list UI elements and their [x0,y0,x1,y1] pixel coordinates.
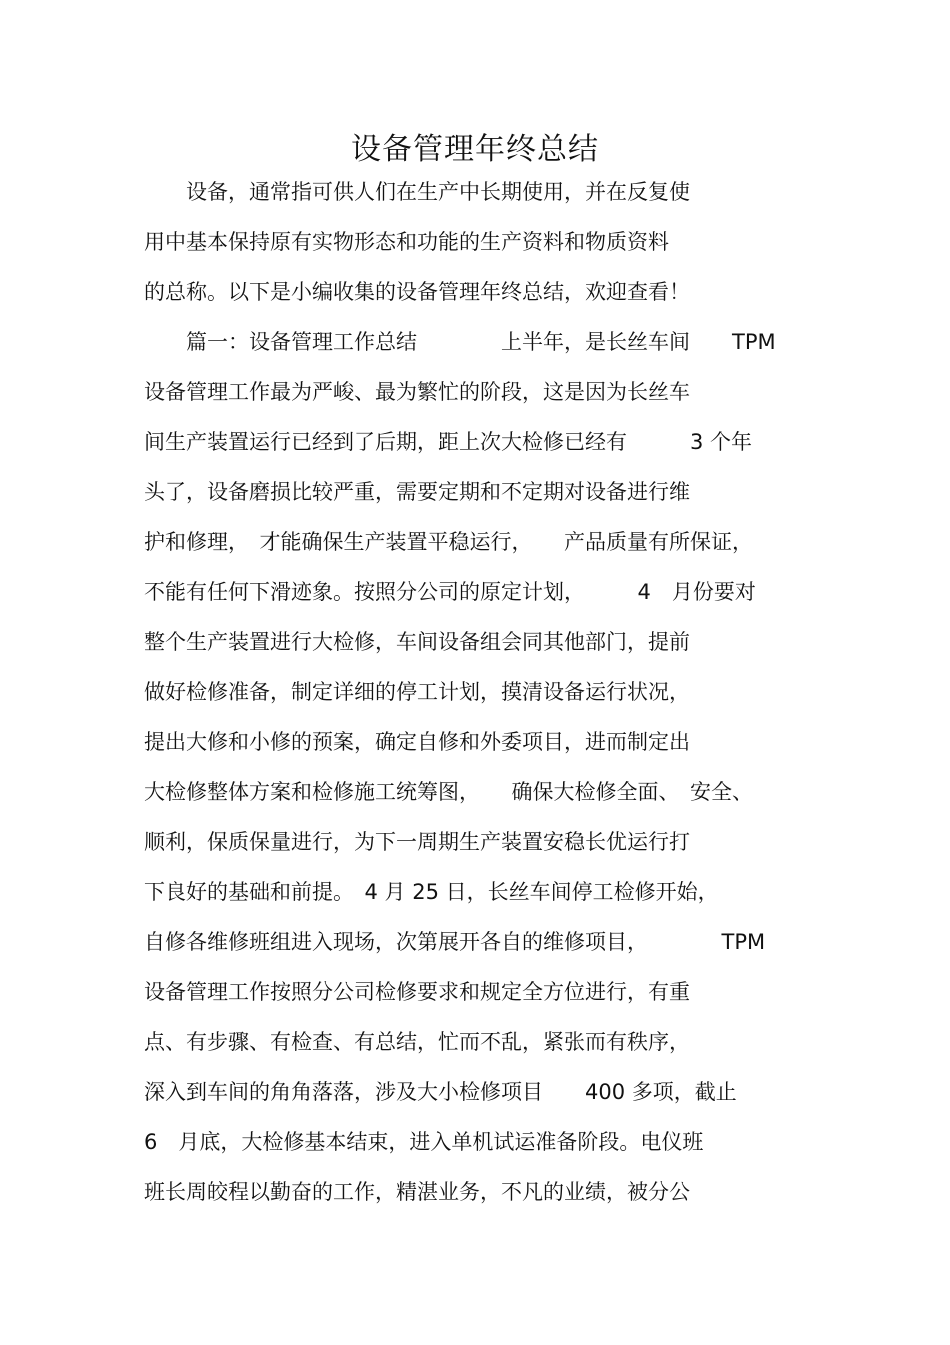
body-line: 设备管理工作按照分公司检修要求和规定全方位进行，有重 [144,980,690,1004]
body-line: 深入到车间的角角落落，涉及大小检修项目 400 多项，截止 [144,1080,737,1104]
body-line: 班长周皎程以勤奋的工作，精湛业务，不凡的业绩，被分公 [144,1180,690,1204]
body-line: 间生产装置运行已经到了后期，距上次大检修已经有 3 个年 [144,430,753,454]
body-line: 提出大修和小修的预案，确定自修和外委项目，进而制定出 [144,730,690,754]
document-title: 设备管理年终总结 [351,132,599,167]
body-line: 下良好的基础和前提。 4 月 25 日，长丝车间停工检修开始， [144,880,719,904]
body-line: 点、有步骤、有检查、有总结，忙而不乱，紧张而有秩序， [144,1030,690,1054]
body-line: 篇一：设备管理工作总结 上半年，是长丝车间 TPM [144,330,776,354]
body-line: 护和修理， 才能确保生产装置平稳运行， 产品质量有所保证， [144,530,753,554]
body-line: 用中基本保持原有实物形态和功能的生产资料和物质资料 [144,230,669,254]
body-line: 顺利，保质保量进行，为下一周期生产装置安稳长优运行打 [144,830,690,854]
body-line: 自修各维修班组进入现场，次第展开各自的维修项目， TPM [144,930,766,954]
body-line: 头了，设备磨损比较严重，需要定期和不定期对设备进行维 [144,480,690,504]
body-line: 设备，通常指可供人们在生产中长期使用，并在反复使 [144,180,690,204]
body-line: 大检修整体方案和检修施工统筹图， 确保大检修全面、 安全、 [144,780,753,804]
body-line: 6 月底，大检修基本结束，进入单机试运准备阶段。电仪班 [144,1130,704,1154]
body-line: 整个生产装置进行大检修，车间设备组会同其他部门，提前 [144,630,690,654]
body-line: 做好检修准备，制定详细的停工计划，摸清设备运行状况， [144,680,690,704]
body-line: 设备管理工作最为严峻、最为繁忙的阶段，这是因为长丝车 [144,380,690,404]
body-line: 不能有任何下滑迹象。按照分公司的原定计划， 4 月份要对 [144,580,756,604]
body-line: 的总称。以下是小编收集的设备管理年终总结，欢迎查看！ [144,280,690,304]
